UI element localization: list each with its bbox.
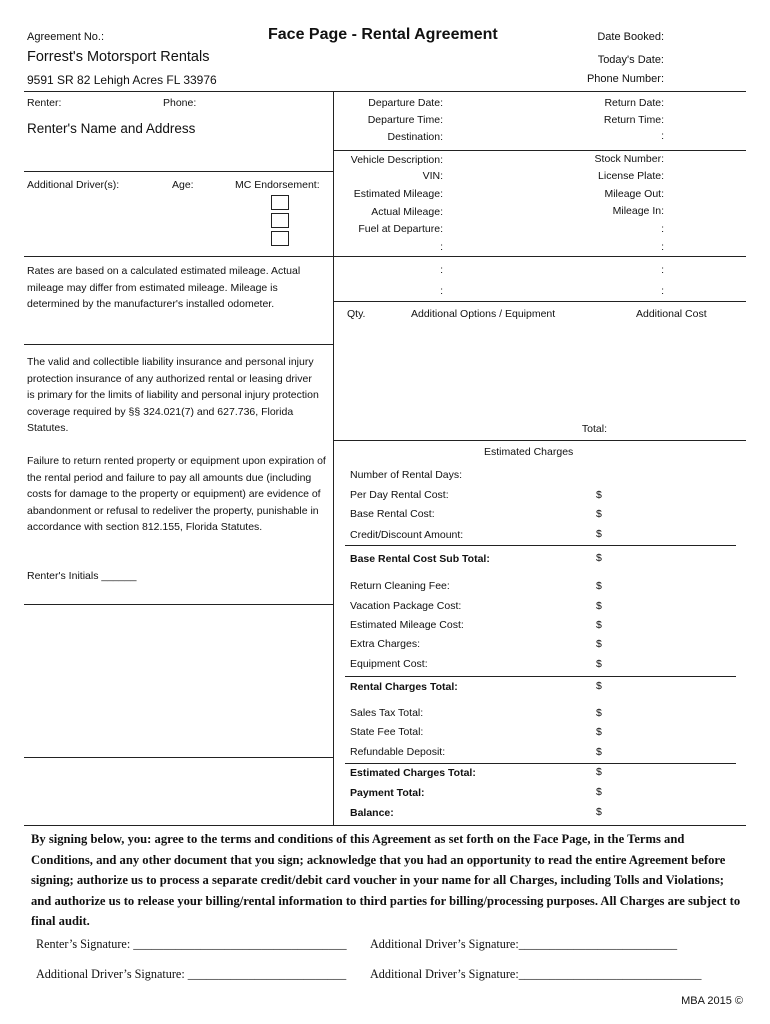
terms-statement: By signing below, you: agree to the terms and conditions of this Agreement as set forth on the Face Page, in the Terms and Conditions, and any other document that you sign; acknowledge that you had an opportunity to read the entire Agreement before signing; authorize us to process a separate credit/debit card voucher in your name for all Charges, including Tolls and Violations; and authorize us to release your billing/rental information to third parties for billing/processing purposes. All Charges are subject to final audit.	[31, 832, 741, 929]
return-date-label: Return Date:	[604, 97, 664, 109]
sales-tax-label: Sales Tax Total:	[350, 707, 424, 719]
additional-drivers-label: Additional Driver(s):	[27, 179, 120, 191]
copyright-footer: MBA 2015 ©	[681, 995, 743, 1007]
mc-endorsement-label: MC Endorsement:	[235, 179, 320, 191]
vin-label: VIN:	[422, 170, 443, 182]
estimated-charges-total-currency: $	[596, 766, 602, 778]
return-cleaning-currency: $	[596, 580, 602, 592]
extra-colon-left-1: :	[440, 264, 443, 276]
subtotal-divider	[345, 545, 736, 546]
total-divider	[334, 440, 746, 441]
insurance-note: The valid and collectible liability insurance and personal injury protection insurance of any authorized rental or leasing driver is primary for the limits of liability and personal injury protection coverage required by §§ 324.021(7) and 627.736, Florida Statutes.	[27, 356, 319, 434]
qty-header: Qty.	[347, 308, 366, 320]
rental-total-divider	[345, 676, 736, 677]
mileage-out-label: Mileage Out:	[604, 188, 664, 200]
company-address: 9591 SR 82 Lehigh Acres FL 33976	[27, 73, 217, 87]
renter-label: Renter:	[27, 97, 62, 109]
credit-discount-label: Credit/Discount Amount:	[350, 529, 464, 541]
extra-charges-currency: $	[596, 638, 602, 650]
estimated-charges-total-label: Estimated Charges Total:	[350, 767, 476, 779]
renters-initials[interactable]: Renter's Initials ______	[27, 570, 137, 582]
departure-time-label: Departure Time:	[367, 114, 443, 126]
base-subtotal-label: Base Rental Cost Sub Total:	[350, 553, 490, 565]
left-divider-4	[24, 604, 333, 605]
extra-colon-right-2: :	[661, 285, 664, 297]
extra-charges-label: Extra Charges:	[350, 638, 421, 650]
state-fee-label: State Fee Total:	[350, 726, 424, 738]
return-time-label: Return Time:	[603, 114, 664, 126]
est-mileage-cost-label: Estimated Mileage Cost:	[350, 619, 464, 631]
options-total-label: Total:	[581, 423, 607, 435]
estimated-mileage-label: Estimated Mileage:	[353, 188, 443, 200]
extra-colon-left-2: :	[440, 285, 443, 297]
departure-date-label: Departure Date:	[368, 97, 443, 109]
credit-discount-currency: $	[596, 528, 602, 540]
mc-endorsement-checkbox-2[interactable]	[271, 213, 289, 228]
agreement-no-label: Agreement No.:	[27, 31, 105, 43]
left-divider-3	[24, 344, 333, 345]
estimated-total-divider	[345, 763, 736, 764]
mc-endorsement-checkbox-3[interactable]	[271, 231, 289, 246]
refundable-deposit-label: Refundable Deposit:	[350, 746, 446, 758]
mc-endorsement-checkbox-1[interactable]	[271, 195, 289, 210]
left-divider-2	[24, 256, 746, 257]
left-divider-5	[24, 757, 333, 758]
todays-date-label: Today's Date:	[597, 54, 664, 66]
trip-colon: :	[661, 130, 664, 142]
rental-charges-total-label: Rental Charges Total:	[350, 681, 458, 693]
additional-driver-signature-line-2[interactable]: Additional Driver’s Signature: __________________________	[36, 967, 347, 981]
vehicle-colon-left-1: :	[440, 241, 443, 253]
mileage-note: Rates are based on a calculated estimated mileage. Actual mileage may differ from estimated mileage. Mileage is determined by the manufacturer's installed odometer.	[27, 265, 301, 310]
center-divider	[333, 91, 334, 826]
additional-driver-signature-line-1[interactable]: Additional Driver’s Signature:__________________________	[370, 937, 678, 951]
renter-divider	[24, 171, 333, 172]
refundable-deposit-currency: $	[596, 746, 602, 758]
destination-label: Destination:	[387, 131, 443, 143]
options-header: Additional Options / Equipment	[411, 308, 556, 320]
base-subtotal-currency: $	[596, 552, 602, 564]
additional-driver-signature-line-3[interactable]: Additional Driver’s Signature:______________________________	[370, 967, 702, 981]
bottom-divider	[24, 825, 746, 826]
balance-label: Balance:	[350, 807, 394, 819]
rental-charges-total-currency: $	[596, 680, 602, 692]
payment-total-currency: $	[596, 786, 602, 798]
num-rental-days-label: Number of Rental Days:	[350, 469, 463, 481]
options-divider	[334, 301, 746, 302]
extra-colon-right-1: :	[661, 264, 664, 276]
fuel-label: Fuel at Departure:	[358, 223, 443, 235]
payment-total-label: Payment Total:	[350, 787, 425, 799]
age-label: Age:	[172, 179, 194, 191]
renter-phone-label: Phone:	[163, 97, 197, 109]
sales-tax-currency: $	[596, 707, 602, 719]
license-plate-label: License Plate:	[598, 170, 664, 182]
equipment-cost-currency: $	[596, 658, 602, 670]
base-rental-cost-currency: $	[596, 508, 602, 520]
additional-cost-header: Additional Cost	[636, 308, 707, 320]
actual-mileage-label: Actual Mileage:	[371, 206, 443, 218]
equipment-cost-label: Equipment Cost:	[350, 658, 428, 670]
failure-note: Failure to return rented property or equipment upon expiration of the rental period and failure to pay all amounts due (including costs for damage to the property or equipment) are evidence of abandonment or refusal to redeliver the property, punishable in accordance with section 812.155, Florida Statutes.	[27, 455, 326, 533]
renter-name-address[interactable]: Renter's Name and Address	[27, 121, 196, 136]
return-cleaning-label: Return Cleaning Fee:	[350, 580, 450, 592]
stock-number-label: Stock Number:	[594, 153, 664, 165]
company-name: Forrest's Motorsport Rentals	[27, 49, 210, 65]
vacation-package-label: Vacation Package Cost:	[350, 600, 462, 612]
per-day-cost-label: Per Day Rental Cost:	[350, 489, 449, 501]
balance-currency: $	[596, 806, 602, 818]
header-divider	[24, 91, 746, 92]
base-rental-cost-label: Base Rental Cost:	[350, 508, 435, 520]
est-mileage-cost-currency: $	[596, 619, 602, 631]
per-day-cost-currency: $	[596, 489, 602, 501]
renter-signature-line[interactable]: Renter’s Signature: ___________________________________	[36, 937, 347, 951]
vehicle-description-label: Vehicle Description:	[350, 154, 443, 166]
phone-number-label: Phone Number:	[586, 73, 664, 85]
date-booked-label: Date Booked:	[597, 31, 664, 43]
trip-divider	[334, 150, 746, 151]
estimated-charges-heading: Estimated Charges	[484, 446, 574, 458]
mileage-in-label: Mileage In:	[612, 205, 664, 217]
vehicle-colon-right-1: :	[661, 223, 664, 235]
state-fee-currency: $	[596, 726, 602, 738]
vehicle-colon-right-2: :	[661, 241, 664, 253]
page-title: Face Page - Rental Agreement	[268, 26, 498, 43]
vacation-package-currency: $	[596, 600, 602, 612]
